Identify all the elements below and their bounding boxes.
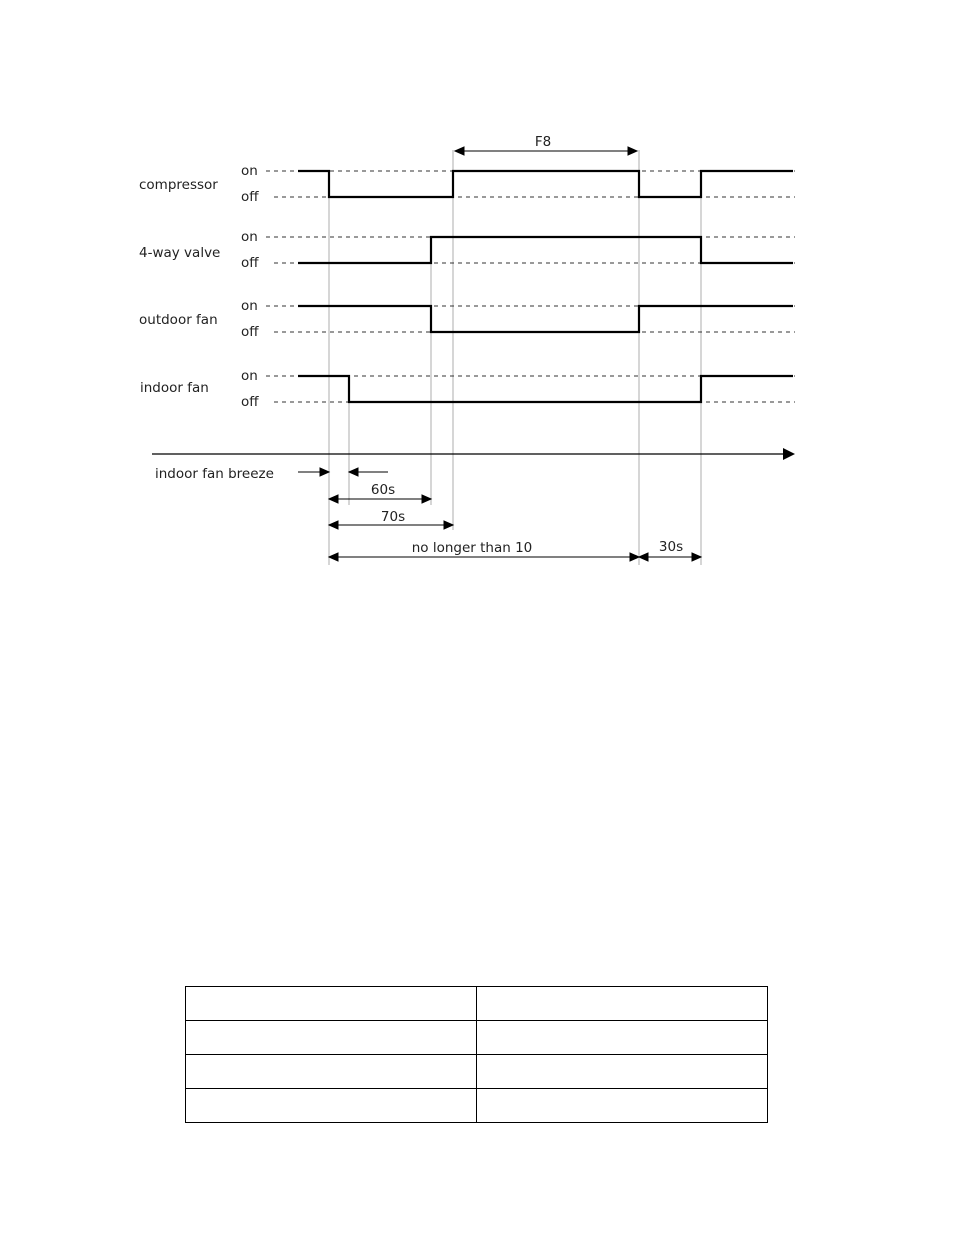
- arrowhead-icon: [639, 553, 648, 561]
- table-cell: [477, 987, 768, 1021]
- signal-name-outdoor-fan: outdoor fan: [139, 312, 218, 328]
- time-axis: [152, 448, 795, 460]
- table-row: [186, 1055, 768, 1089]
- table-cell: [477, 1055, 768, 1089]
- table-row: [186, 1089, 768, 1123]
- state-on-label: on: [241, 163, 258, 179]
- f8-label: F8: [534, 134, 552, 150]
- arrowhead-icon: [444, 521, 453, 529]
- table-cell: [186, 1021, 477, 1055]
- t70-label: 70s: [380, 509, 406, 525]
- breeze-label: indoor fan breeze: [155, 466, 274, 482]
- limit-label: no longer than 10: [411, 540, 533, 556]
- table-cell: [186, 1055, 477, 1089]
- empty-table: [185, 986, 768, 1123]
- state-off-label: off: [241, 189, 259, 205]
- table-cell: [186, 987, 477, 1021]
- arrowhead-icon: [628, 147, 637, 155]
- time-markers: [329, 150, 701, 565]
- waveform-outdoor-fan: [298, 306, 793, 332]
- state-off-label: off: [241, 324, 259, 340]
- arrowhead-icon: [692, 553, 701, 561]
- level-guides: [266, 171, 795, 402]
- signal-name-indoor-fan: indoor fan: [140, 380, 209, 396]
- waveforms: [298, 171, 793, 402]
- state-on-label: on: [241, 229, 258, 245]
- arrowhead-icon: [329, 553, 338, 561]
- arrowhead-icon: [329, 495, 338, 503]
- state-on-label: on: [241, 368, 258, 384]
- arrowhead-icon: [329, 521, 338, 529]
- waveform-4-way-valve: [298, 237, 793, 263]
- waveform-indoor-fan: [298, 376, 793, 402]
- table-cell: [186, 1089, 477, 1123]
- arrowhead-icon: [349, 468, 358, 476]
- state-off-label: off: [241, 394, 259, 410]
- table-cell: [477, 1089, 768, 1123]
- arrowhead-icon: [630, 553, 639, 561]
- state-off-label: off: [241, 255, 259, 271]
- arrowhead-icon: [455, 147, 464, 155]
- waveform-compressor: [298, 171, 793, 197]
- t60-label: 60s: [370, 482, 396, 498]
- breeze-dimension: [298, 468, 388, 476]
- table-row: [186, 987, 768, 1021]
- table-cell: [477, 1021, 768, 1055]
- t30-label: 30s: [658, 539, 684, 555]
- time-axis-arrow-icon: [783, 448, 795, 460]
- timing-diagram: [0, 0, 954, 600]
- signal-name-compressor: compressor: [139, 177, 218, 193]
- arrowhead-icon: [320, 468, 329, 476]
- table-row: [186, 1021, 768, 1055]
- signal-name-4-way-valve: 4-way valve: [139, 245, 221, 261]
- table-body: [186, 987, 768, 1123]
- state-on-label: on: [241, 298, 258, 314]
- arrowhead-icon: [422, 495, 431, 503]
